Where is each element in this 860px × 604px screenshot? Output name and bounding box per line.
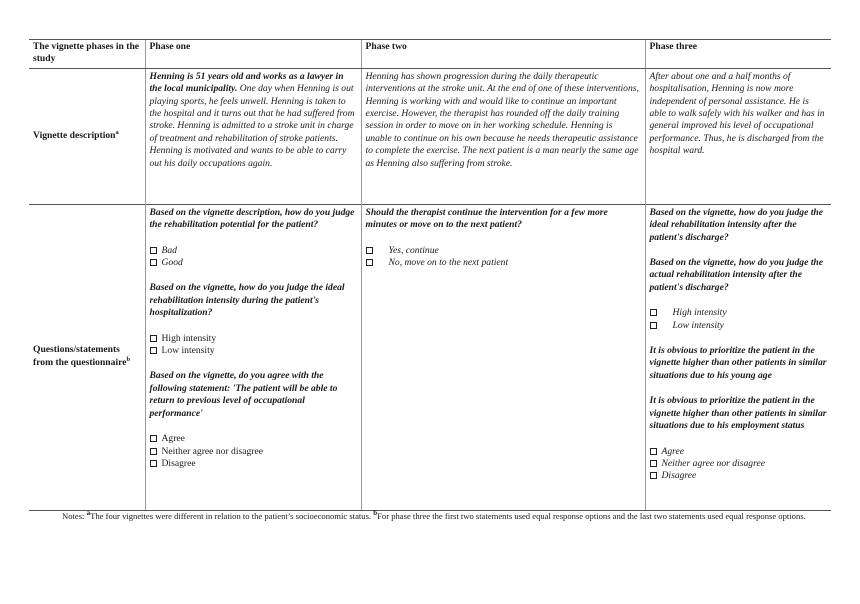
option[interactable]: Agree	[150, 433, 357, 445]
checkbox-icon[interactable]	[650, 309, 657, 316]
phase-three-questions	[645, 204, 831, 510]
questionnaire-label: Questions/statements from the questionnaire$^b$	[29, 204, 145, 510]
checkbox-icon[interactable]	[150, 347, 157, 354]
option-list	[150, 333, 357, 358]
checkbox-icon[interactable]	[150, 259, 157, 266]
option[interactable]: Neither agree nor disagree	[150, 446, 357, 458]
phase-one-description	[145, 68, 361, 204]
checkbox-icon[interactable]	[150, 448, 157, 455]
checkbox-icon[interactable]	[650, 460, 657, 467]
table-notes: Notes: $^a$The four vignettes were different in relation to the patient’s socioeconomic status. $^b$For phase three the first two statements used equal response options and the last two statements used equal response options.	[62, 509, 806, 521]
phase-one-text: One day when Henning is out playing sports, he feels unwell. Henning is taken to the hospital and it turns out that he had suffered from stroke. Henning is admitted to a stroke unit in charge of treatment and rehabilitation of stroke patients. Henning is motivated and wants to be able to carry out his daily occupations again.	[149, 83, 355, 169]
checkbox-icon[interactable]	[650, 322, 657, 329]
option-list	[150, 433, 357, 470]
option[interactable]: Disagree	[150, 458, 357, 470]
phase-two-description: Henning has shown progression during the daily therapeutic interventions at the stroke unit. At the end of one of these interventions, Henning is working with and would like to continue an important exercise. However, the therapist has rounded off the daily training session in order to move on in her working schedule. Henning is unable to continue on his own because he needs therapeutic assistance to complete the exercise. The next patient is a man nearly the same age as Henning also suffering from stroke.	[361, 68, 645, 204]
option[interactable]: Low intensity	[650, 320, 828, 332]
option[interactable]: High intensity	[150, 333, 357, 345]
header-row	[29, 40, 831, 69]
phase-three-description: After about one and a half months of hospitalisation, Henning is now more independent of personal assistance. He is able to walk safely with his walker and has in general improved his level of occupational performance. Thus, he is discharged from the hospital ward.	[645, 68, 831, 204]
option[interactable]: High intensity	[650, 307, 828, 319]
header-phase-three: Phase three	[645, 40, 831, 69]
phase-one-questions	[145, 204, 361, 510]
option[interactable]: Agree	[650, 446, 828, 458]
checkbox-icon[interactable]	[366, 259, 373, 266]
checkbox-icon[interactable]	[366, 247, 373, 254]
option[interactable]: Good	[150, 257, 357, 269]
checkbox-icon[interactable]	[650, 472, 657, 479]
checkbox-icon[interactable]	[150, 335, 157, 342]
vignette-description-label: Vignette description$^a$	[33, 128, 119, 141]
question: Should the therapist continue the intervention for a few more minutes or move on to the next patient?	[365, 206, 608, 231]
header-phase-two: Phase two	[361, 40, 645, 69]
vignette-table	[29, 39, 831, 511]
option[interactable]: No, move on to the next patient	[366, 257, 641, 269]
option[interactable]: Bad	[150, 245, 357, 257]
header-phases: The vignette phases in the study	[29, 40, 145, 69]
statement: It is obvious to prioritize the patient in the vignette higher than other patients in similar situations due to his employment status	[649, 395, 827, 432]
option[interactable]: Neither agree nor disagree	[650, 458, 828, 470]
option-list	[650, 446, 828, 483]
header-phase-one: Phase one	[145, 40, 361, 69]
question: Based on the vignette, do you agree with the following statement: 'The patient will be able to return to previous level of occupational performance'	[149, 370, 338, 419]
option-list	[650, 307, 828, 332]
option[interactable]: Yes, continue	[366, 245, 641, 257]
option[interactable]: Disagree	[650, 470, 828, 482]
question: Based on the vignette, how do you judge the ideal rehabilitation intensity after the patient's discharge?	[649, 206, 823, 243]
checkbox-icon[interactable]	[150, 247, 157, 254]
checkbox-icon[interactable]	[650, 448, 657, 455]
vignette-description-row	[29, 68, 831, 204]
phase-one-lead: Henning is 51 years old and works as a lawyer in the local municipality.	[149, 70, 344, 95]
question: Based on the vignette, how do you judge the ideal rehabilitation intensity during the patient's hospitalization?	[149, 282, 345, 319]
question: Based on the vignette, how do you judge the actual rehabilitation intensity after the patient's discharge?	[649, 257, 823, 293]
question: Based on the vignette description, how do you judge the rehabilitation potential for the patient?	[149, 206, 355, 231]
questionnaire-row	[29, 204, 831, 510]
statement: It is obvious to prioritize the patient in the vignette higher than other patients in similar situations due to his young age	[649, 345, 827, 381]
phase-two-questions	[361, 204, 645, 510]
option-list	[366, 245, 641, 270]
option-list	[150, 245, 357, 270]
checkbox-icon[interactable]	[150, 435, 157, 442]
checkbox-icon[interactable]	[150, 460, 157, 467]
option[interactable]: Low intensity	[150, 345, 357, 357]
